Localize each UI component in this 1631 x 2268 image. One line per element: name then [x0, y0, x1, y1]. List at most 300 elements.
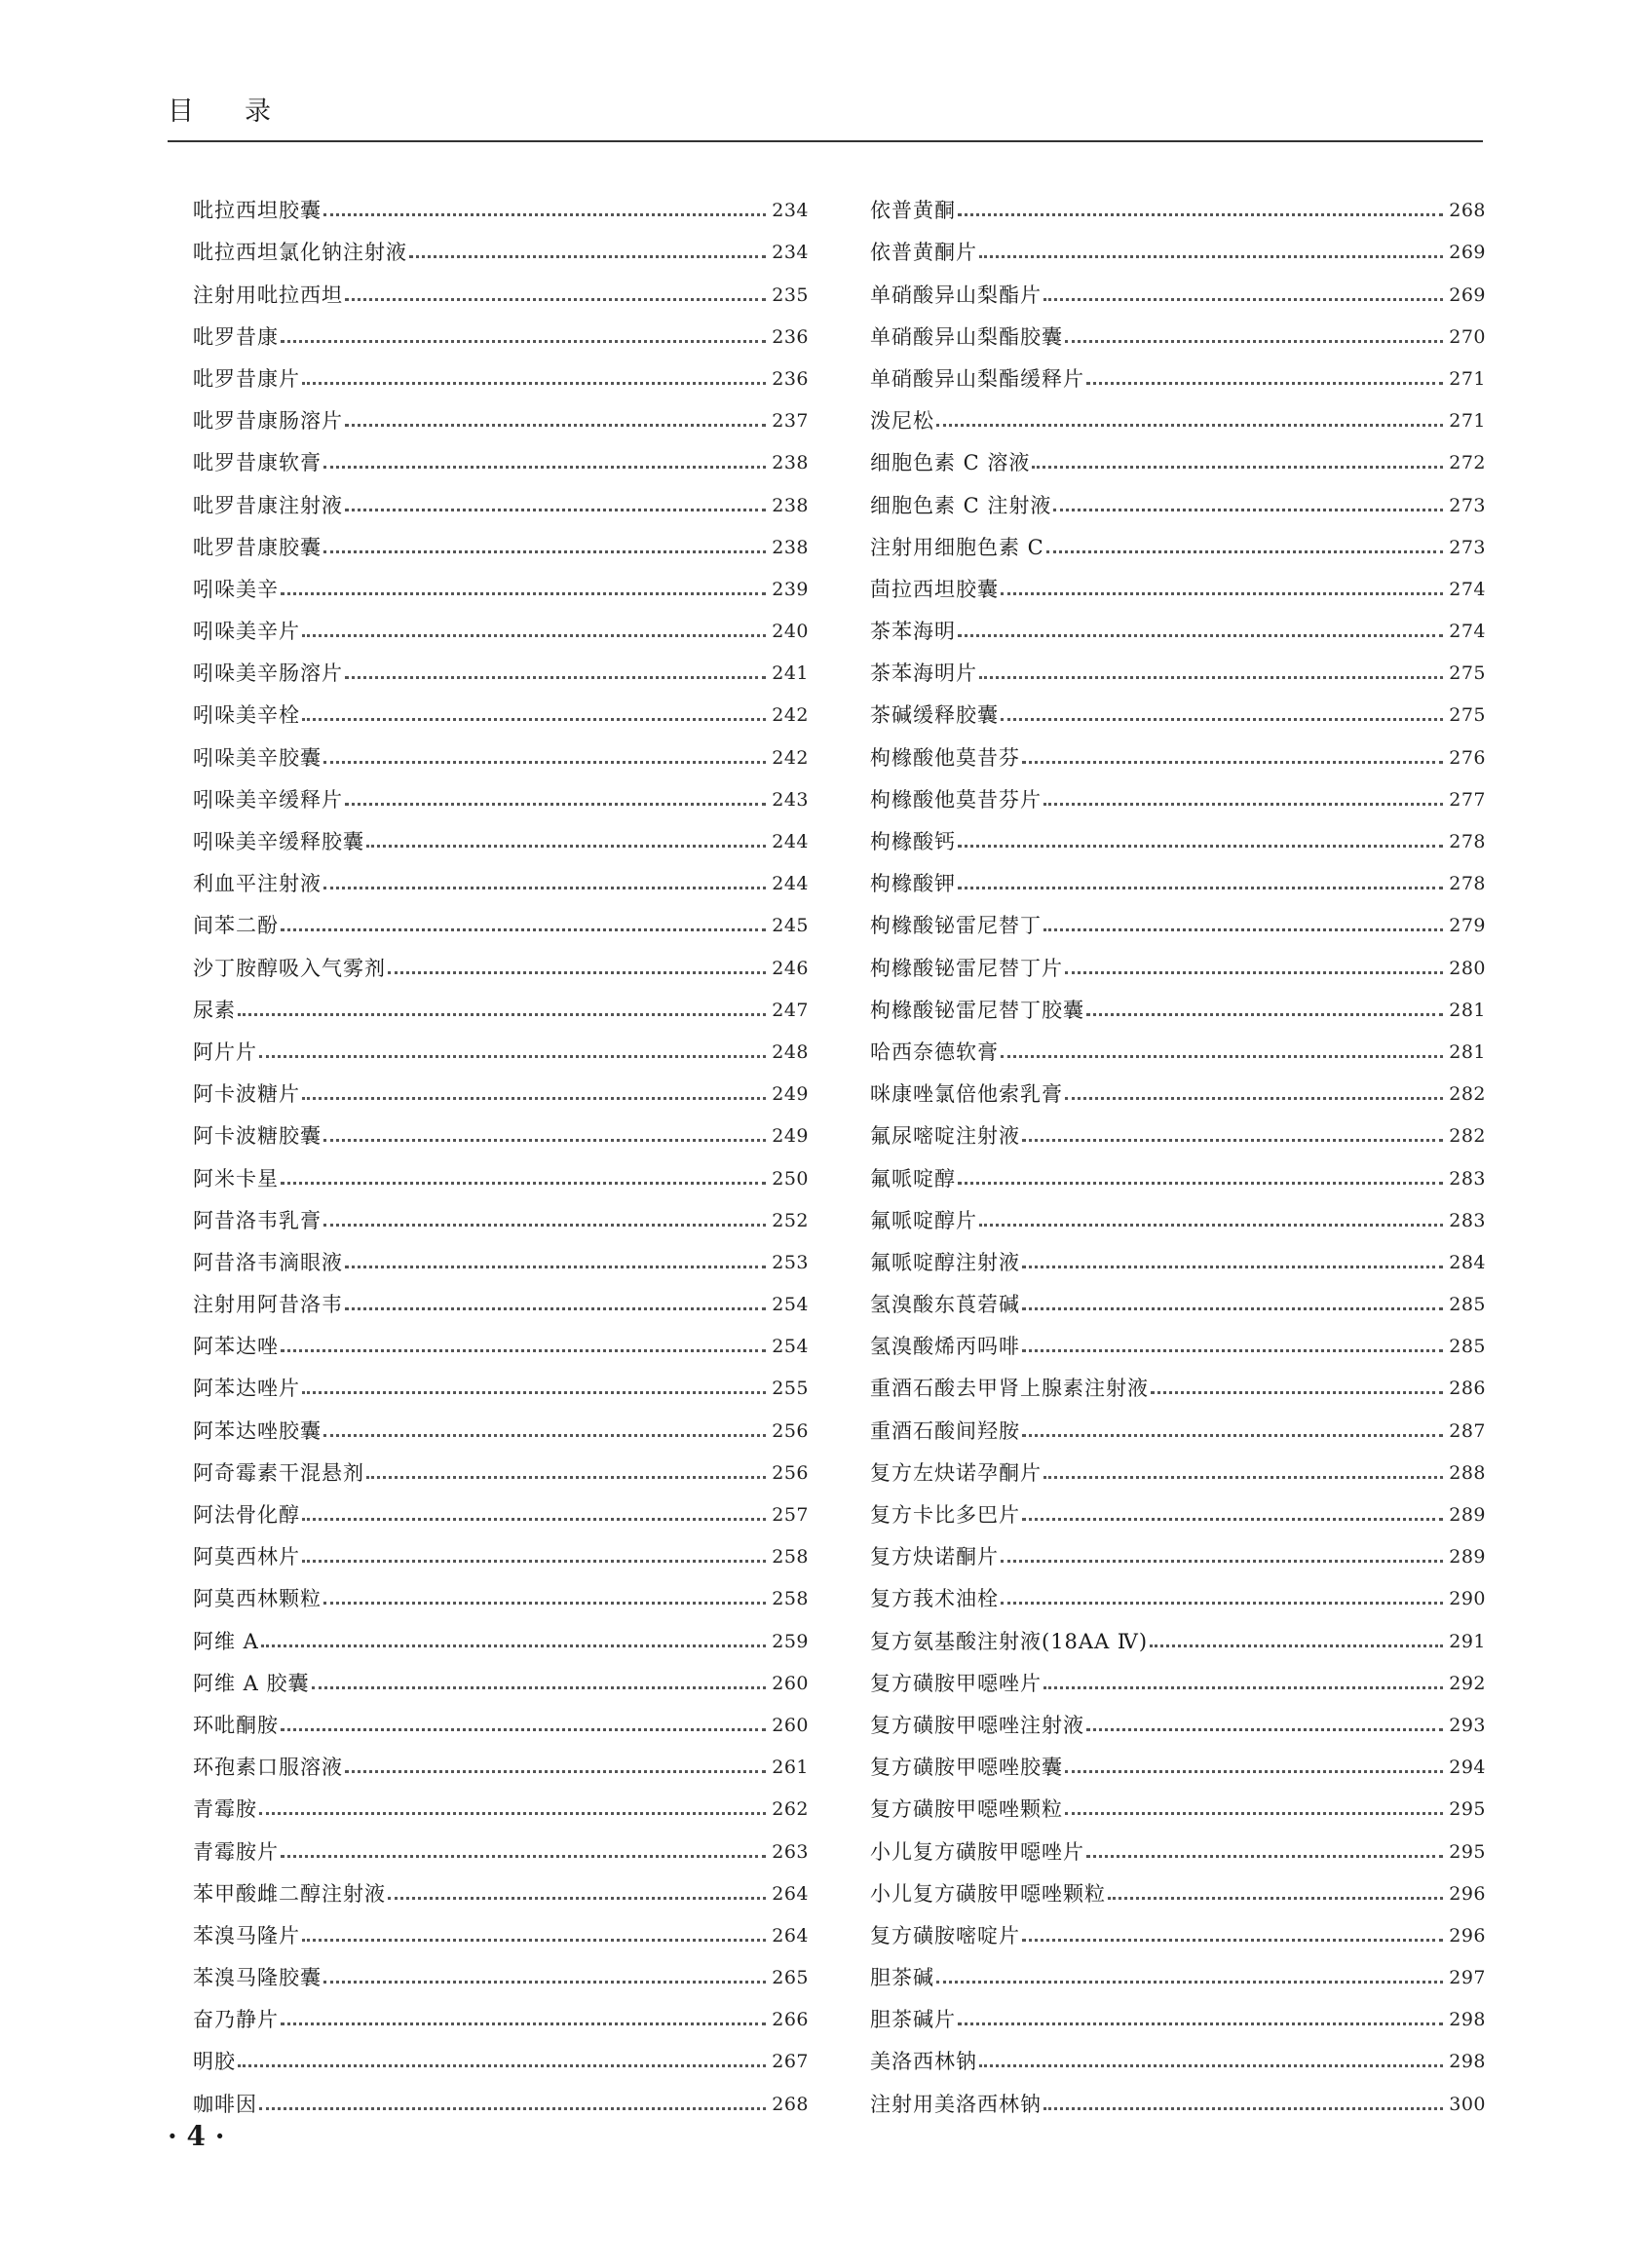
toc-entry	[870, 308, 1486, 350]
dot-leader	[323, 1601, 766, 1605]
toc-entry	[870, 1317, 1486, 1359]
toc-entry-page: 293	[1449, 1714, 1486, 1736]
toc-entry	[193, 854, 809, 896]
toc-entry-title: 复方磺胺甲噁唑胶囊	[870, 1756, 1063, 1780]
dot-leader	[281, 2022, 766, 2025]
toc-entry-page: 287	[1449, 1419, 1486, 1442]
toc-entry-page: 239	[772, 578, 809, 600]
toc-entry	[870, 181, 1486, 223]
toc-entry	[193, 1191, 809, 1233]
dot-leader	[302, 1559, 766, 1563]
toc-entry	[193, 1149, 809, 1191]
toc-entry-page: 255	[772, 1378, 809, 1400]
toc-entry	[193, 1359, 809, 1401]
toc-entry-page: 281	[1449, 1040, 1486, 1063]
section-title-char-1: 目	[168, 96, 194, 127]
toc-entry	[193, 518, 809, 560]
toc-entry-page: 273	[1449, 536, 1486, 558]
toc-entry	[193, 1107, 809, 1149]
toc-entry-title: 重酒石酸间羟胺	[870, 1418, 1020, 1443]
toc-entry-page: 270	[1449, 325, 1486, 348]
toc-entry-page: 249	[772, 1083, 809, 1106]
toc-entry-page: 241	[772, 662, 809, 685]
dot-leader	[281, 1181, 766, 1185]
toc-entry-page: 283	[1449, 1209, 1486, 1231]
dot-leader	[388, 970, 766, 974]
dot-leader	[302, 633, 766, 637]
toc-entry	[870, 728, 1486, 770]
dot-leader	[323, 1980, 766, 1984]
toc-entry-page: 247	[772, 999, 809, 1021]
toc-entry-page: 278	[1449, 873, 1486, 895]
toc-entry	[870, 1738, 1486, 1780]
toc-entry-title: 胆茶碱	[870, 1966, 934, 1990]
dot-leader	[345, 1769, 766, 1773]
toc-entry	[193, 350, 809, 392]
dot-leader	[958, 1181, 1443, 1185]
toc-entry	[870, 475, 1486, 517]
dot-leader	[281, 1727, 766, 1731]
toc-entry-title: 阿片片	[193, 1040, 257, 1064]
toc-entry	[193, 1780, 809, 1822]
dot-leader	[1043, 927, 1443, 931]
toc-entry	[870, 1233, 1486, 1275]
dot-leader	[302, 1938, 766, 1942]
toc-entry-title: 阿维 A 胶囊	[193, 1671, 310, 1695]
toc-entry-title: 美洛西林钠	[870, 2050, 977, 2074]
dot-leader	[1043, 1685, 1443, 1689]
toc-entry-page: 234	[772, 242, 809, 264]
dot-leader	[238, 2063, 766, 2067]
toc-entry	[870, 1654, 1486, 1696]
toc-entry	[870, 813, 1486, 854]
dot-leader	[345, 508, 766, 511]
toc-entry-page: 296	[1449, 1882, 1486, 1905]
dot-leader	[323, 549, 766, 553]
toc-entry-title: 小儿复方磺胺甲噁唑颗粒	[870, 1881, 1106, 1906]
toc-entry	[870, 1780, 1486, 1822]
dot-leader	[1046, 549, 1443, 553]
toc-entry	[870, 1275, 1486, 1317]
toc-entry	[193, 434, 809, 475]
toc-entry-page: 261	[772, 1757, 809, 1779]
toc-entry-title: 吲哚美辛片	[193, 620, 300, 644]
toc-entry-page: 238	[772, 452, 809, 474]
toc-entry	[193, 265, 809, 307]
dot-leader	[1086, 1727, 1443, 1731]
toc-entry	[870, 1023, 1486, 1065]
toc-entry-title: 沙丁胺醇吸入气雾剂	[193, 956, 386, 980]
dot-leader	[1022, 760, 1443, 764]
toc-entry-title: 阿昔洛韦乳膏	[193, 1208, 322, 1232]
dot-leader	[936, 423, 1443, 427]
toc-entry	[193, 1486, 809, 1528]
toc-entry-title: 间苯二酚	[193, 914, 279, 938]
dot-leader	[1022, 1433, 1443, 1437]
toc-entry	[870, 1359, 1486, 1401]
toc-entry	[870, 2074, 1486, 2116]
toc-entry-title: 明胶	[193, 2050, 236, 2074]
dot-leader	[281, 339, 766, 343]
toc-entry-title: 吡罗昔康注射液	[193, 493, 343, 517]
toc-entry-title: 氟哌啶醇注射液	[870, 1250, 1020, 1274]
toc-entry-page: 248	[772, 1040, 809, 1063]
page-header	[168, 90, 1483, 142]
toc-entry	[870, 1191, 1486, 1233]
toc-entry-page: 262	[772, 1798, 809, 1821]
toc-entry	[193, 644, 809, 686]
toc-entry-page: 285	[1449, 1294, 1486, 1316]
toc-entry-page: 257	[772, 1504, 809, 1526]
toc-entry-title: 阿奇霉素干混悬剂	[193, 1460, 364, 1485]
dot-leader	[1065, 1769, 1443, 1773]
toc-entry	[870, 350, 1486, 392]
toc-entry-title: 环孢素口服溶液	[193, 1756, 343, 1780]
toc-entry-page: 244	[772, 873, 809, 895]
section-title-char-2: 录	[245, 96, 271, 127]
toc-entry-page: 268	[1449, 200, 1486, 222]
toc-entry-page: 286	[1449, 1378, 1486, 1400]
dot-leader	[302, 381, 766, 385]
toc-entry	[193, 181, 809, 223]
toc-entry-page: 236	[772, 325, 809, 348]
toc-entry-page: 278	[1449, 831, 1486, 852]
toc-entry-title: 茶苯海明	[870, 620, 956, 644]
toc-entry-title: 阿苯达唑片	[193, 1377, 300, 1401]
toc-entry-title: 吲哚美辛胶囊	[193, 745, 322, 770]
toc-entry-title: 复方炔诺酮片	[870, 1545, 999, 1569]
toc-entry-title: 茶碱缓释胶囊	[870, 703, 999, 728]
toc-entry	[870, 771, 1486, 813]
dot-leader	[259, 2106, 766, 2110]
dot-leader	[958, 2022, 1443, 2025]
toc-entry-title: 青霉胺	[193, 1797, 257, 1822]
dot-leader	[936, 1980, 1443, 1984]
toc-entry-title: 吡罗昔康	[193, 324, 279, 349]
toc-entry-title: 吡拉西坦胶囊	[193, 199, 322, 223]
toc-entry-title: 阿莫西林片	[193, 1545, 300, 1569]
dot-leader	[323, 1433, 766, 1437]
toc-entry	[193, 1738, 809, 1780]
dot-leader	[302, 1096, 766, 1100]
dot-leader	[1043, 802, 1443, 806]
toc-entry-page: 274	[1449, 578, 1486, 600]
section-title	[168, 90, 271, 128]
toc-entry-page: 296	[1449, 1924, 1486, 1947]
dot-leader	[958, 886, 1443, 889]
toc-entry-page: 245	[772, 915, 809, 937]
toc-entry	[870, 896, 1486, 938]
dot-leader	[302, 717, 766, 721]
toc-entry-page: 298	[1449, 2051, 1486, 2073]
toc-entry-title: 哈西奈德软膏	[870, 1040, 999, 1064]
dot-leader	[238, 1012, 766, 1016]
toc-entry-page: 238	[772, 536, 809, 558]
toc-entry-page: 282	[1449, 1083, 1486, 1106]
toc-entry-page: 284	[1449, 1251, 1486, 1273]
dot-leader	[345, 423, 766, 427]
toc-entry-page: 274	[1449, 621, 1486, 643]
toc-entry-title: 胆茶碱片	[870, 2008, 956, 2032]
dot-leader	[281, 927, 766, 931]
toc-entry-page: 291	[1449, 1630, 1486, 1652]
toc-entry-title: 氟尿嘧啶注射液	[870, 1124, 1020, 1149]
dot-leader	[302, 1517, 766, 1521]
toc-entry-title: 阿昔洛韦滴眼液	[193, 1250, 343, 1274]
toc-entry	[193, 560, 809, 602]
toc-entry-page: 266	[772, 2009, 809, 2031]
dot-leader	[1086, 381, 1443, 385]
dot-leader	[345, 802, 766, 806]
toc-entry-title: 吲哚美辛栓	[193, 703, 300, 728]
toc-entry	[870, 1948, 1486, 1990]
dot-leader	[1065, 1096, 1443, 1100]
toc-entry-page: 260	[772, 1714, 809, 1736]
toc-entry-page: 252	[772, 1209, 809, 1231]
dot-leader	[1022, 1306, 1443, 1310]
toc-entry-page: 235	[772, 284, 809, 306]
dot-leader	[261, 1644, 766, 1647]
toc-entry	[193, 1023, 809, 1065]
toc-entry-page: 268	[772, 2093, 809, 2115]
toc-entry	[193, 2032, 809, 2074]
toc-entry-title: 尿素	[193, 998, 236, 1022]
dot-leader	[1151, 1390, 1443, 1394]
toc-entry-page: 249	[772, 1125, 809, 1148]
toc-entry	[870, 1865, 1486, 1907]
toc-entry-page: 295	[1449, 1798, 1486, 1821]
toc-entry	[870, 1486, 1486, 1528]
dot-leader	[345, 1265, 766, 1268]
toc-entry-page: 275	[1449, 662, 1486, 685]
dot-leader	[1022, 1265, 1443, 1268]
toc-entry	[870, 1569, 1486, 1611]
toc-entry-title: 复方磺胺甲噁唑注射液	[870, 1713, 1084, 1737]
toc-entry-page: 283	[1449, 1167, 1486, 1190]
toc-entry	[193, 981, 809, 1023]
toc-entry-title: 重酒石酸去甲肾上腺素注射液	[870, 1377, 1149, 1401]
toc-entry	[193, 223, 809, 265]
toc-entry-title: 阿米卡星	[193, 1166, 279, 1191]
toc-entry-title: 枸橼酸铋雷尼替丁	[870, 914, 1042, 938]
toc-entry-title: 阿莫西林颗粒	[193, 1587, 322, 1611]
toc-right-column	[870, 181, 1486, 2117]
toc-entry-title: 茴拉西坦胶囊	[870, 577, 999, 601]
toc-entry	[193, 1065, 809, 1107]
toc-entry	[193, 1865, 809, 1907]
toc-entry	[193, 602, 809, 644]
toc-entry-title: 环吡酮胺	[193, 1713, 279, 1737]
dot-leader	[1108, 1896, 1443, 1900]
toc-entry-title: 枸橼酸铋雷尼替丁胶囊	[870, 998, 1084, 1022]
dot-leader	[1001, 717, 1443, 721]
toc-entry-page: 238	[772, 494, 809, 516]
toc-entry-title: 阿法骨化醇	[193, 1503, 300, 1527]
toc-entry	[870, 1528, 1486, 1569]
toc-entry-title: 苯溴马隆片	[193, 1923, 300, 1947]
toc-entry-title: 氢溴酸烯丙吗啡	[870, 1335, 1020, 1359]
toc-entry-title: 氢溴酸东莨菪碱	[870, 1293, 1020, 1317]
toc-entry	[870, 938, 1486, 980]
toc-entry	[193, 1822, 809, 1864]
toc-entry-page: 279	[1449, 915, 1486, 937]
dot-leader	[323, 1138, 766, 1142]
toc-entry-page: 292	[1449, 1672, 1486, 1694]
toc-entry-page: 240	[772, 621, 809, 643]
toc-entry	[870, 1107, 1486, 1149]
toc-entry	[870, 1444, 1486, 1486]
toc-entry-page: 275	[1449, 704, 1486, 727]
toc-entry-title: 咪康唑氯倍他索乳膏	[870, 1082, 1063, 1107]
toc-entry-page: 254	[772, 1336, 809, 1358]
dot-leader	[1043, 1475, 1443, 1479]
toc-entry-page: 243	[772, 788, 809, 811]
toc-entry-title: 吡罗昔康胶囊	[193, 535, 322, 559]
dot-leader	[1022, 1938, 1443, 1942]
toc-entry-title: 复方磺胺甲噁唑颗粒	[870, 1797, 1063, 1822]
toc-entry	[193, 1611, 809, 1653]
toc-entry-title: 复方磺胺嘧啶片	[870, 1923, 1020, 1947]
toc-entry	[193, 1907, 809, 1948]
dot-leader	[281, 1348, 766, 1352]
toc-entry-title: 阿维 A	[193, 1629, 259, 1653]
dot-leader	[323, 1223, 766, 1227]
toc-entry-title: 依普黄酮片	[870, 241, 977, 265]
toc-entry	[193, 938, 809, 980]
toc-entry	[870, 1611, 1486, 1653]
dot-leader	[409, 254, 766, 258]
toc-entry-title: 注射用吡拉西坦	[193, 283, 343, 307]
toc-entry	[193, 813, 809, 854]
toc-entry	[870, 1401, 1486, 1443]
toc-entry-page: 285	[1449, 1336, 1486, 1358]
toc-entry-page: 254	[772, 1294, 809, 1316]
toc-entry-title: 吡拉西坦氯化钠注射液	[193, 241, 407, 265]
toc-entry	[870, 981, 1486, 1023]
toc-entry-page: 290	[1449, 1588, 1486, 1610]
dot-leader	[323, 465, 766, 469]
toc-entry-title: 枸橼酸铋雷尼替丁片	[870, 956, 1063, 980]
toc-entry-page: 250	[772, 1167, 809, 1190]
dot-leader	[302, 1390, 766, 1394]
toc-entry-page: 271	[1449, 367, 1486, 390]
dot-leader	[1086, 1854, 1443, 1858]
toc-entry-page: 297	[1449, 1967, 1486, 1989]
toc-entry-page: 242	[772, 746, 809, 769]
toc-entry	[193, 1401, 809, 1443]
toc-entry-page: 298	[1449, 2009, 1486, 2031]
toc-entry-page: 256	[772, 1461, 809, 1484]
toc-entry	[193, 1696, 809, 1738]
dot-leader	[979, 675, 1443, 679]
toc-entry-page: 234	[772, 200, 809, 222]
toc-entry-page: 289	[1449, 1504, 1486, 1526]
toc-entry	[193, 686, 809, 728]
dot-leader	[958, 212, 1443, 216]
toc-entry-page: 264	[772, 1924, 809, 1947]
dot-leader	[323, 886, 766, 889]
toc-entry-title: 单硝酸异山梨酯片	[870, 283, 1042, 307]
dot-leader	[979, 1223, 1443, 1227]
dot-leader	[958, 633, 1443, 637]
toc-entry-page: 282	[1449, 1125, 1486, 1148]
toc-entry-page: 265	[772, 1967, 809, 1989]
toc-entry	[870, 1065, 1486, 1107]
toc-entry-page: 263	[772, 1840, 809, 1863]
toc-entry	[193, 2074, 809, 2116]
toc-entry	[193, 1990, 809, 2032]
toc-entry-title: 复方氨基酸注射液(18AA Ⅳ)	[870, 1629, 1149, 1653]
toc-entry	[870, 1149, 1486, 1191]
dot-leader	[281, 1854, 766, 1858]
toc-entry-title: 苯溴马隆胶囊	[193, 1966, 322, 1990]
toc-left-column	[193, 181, 809, 2117]
toc-entry	[193, 308, 809, 350]
toc-entry-title: 枸橼酸他莫昔芬片	[870, 787, 1042, 812]
toc-entry-title: 吲哚美辛缓释胶囊	[193, 830, 364, 853]
toc-entry-title: 枸橼酸钙	[870, 830, 956, 853]
toc-entry-title: 利血平注射液	[193, 872, 322, 896]
toc-entry-title: 茶苯海明片	[870, 662, 977, 686]
toc-entry-page: 236	[772, 367, 809, 390]
dot-leader	[323, 212, 766, 216]
toc-entry-page: 295	[1449, 1840, 1486, 1863]
dot-leader	[388, 1896, 766, 1900]
toc-entry	[870, 644, 1486, 686]
toc-entry	[870, 518, 1486, 560]
toc-entry-title: 吲哚美辛缓释片	[193, 787, 343, 812]
toc-entry-title: 注射用美洛西林钠	[870, 2092, 1042, 2116]
toc-entry-page: 269	[1449, 284, 1486, 306]
dot-leader	[345, 1306, 766, 1310]
dot-leader	[345, 297, 766, 301]
toc-entry	[193, 392, 809, 434]
dot-leader	[1150, 1644, 1443, 1647]
toc-entry	[870, 1696, 1486, 1738]
toc-entry-page: 276	[1449, 746, 1486, 769]
dot-leader	[1001, 591, 1443, 595]
toc-entry	[870, 223, 1486, 265]
toc-entry-page: 294	[1449, 1757, 1486, 1779]
toc-entry-page: 259	[772, 1630, 809, 1652]
toc-entry	[870, 2032, 1486, 2074]
toc-entry-page: 260	[772, 1672, 809, 1694]
toc-entry-title: 复方磺胺甲噁唑片	[870, 1671, 1042, 1695]
toc-entry-page: 253	[772, 1251, 809, 1273]
dot-leader	[1001, 1559, 1443, 1563]
toc-entry-page: 289	[1449, 1546, 1486, 1569]
dot-leader	[281, 591, 766, 595]
toc-entry-page: 258	[772, 1546, 809, 1569]
toc-entry	[870, 854, 1486, 896]
toc-entry	[870, 434, 1486, 475]
dot-leader	[323, 760, 766, 764]
dot-leader	[1065, 970, 1443, 974]
toc-entry-title: 咖啡因	[193, 2092, 257, 2116]
toc-entry	[193, 475, 809, 517]
toc-entry-title: 吲哚美辛肠溶片	[193, 662, 343, 686]
toc-entry-page: 258	[772, 1588, 809, 1610]
toc-entry-title: 苯甲酸雌二醇注射液	[193, 1881, 386, 1906]
dot-leader	[366, 1475, 766, 1479]
toc-entry-title: 小儿复方磺胺甲噁唑片	[870, 1839, 1084, 1864]
toc-entry	[870, 392, 1486, 434]
toc-entry-title: 枸橼酸他莫昔芬	[870, 745, 1020, 770]
toc-entry-page: 300	[1449, 2093, 1486, 2115]
toc-entry	[870, 560, 1486, 602]
toc-entry-title: 阿卡波糖胶囊	[193, 1124, 322, 1149]
toc-entry-title: 阿卡波糖片	[193, 1082, 300, 1107]
